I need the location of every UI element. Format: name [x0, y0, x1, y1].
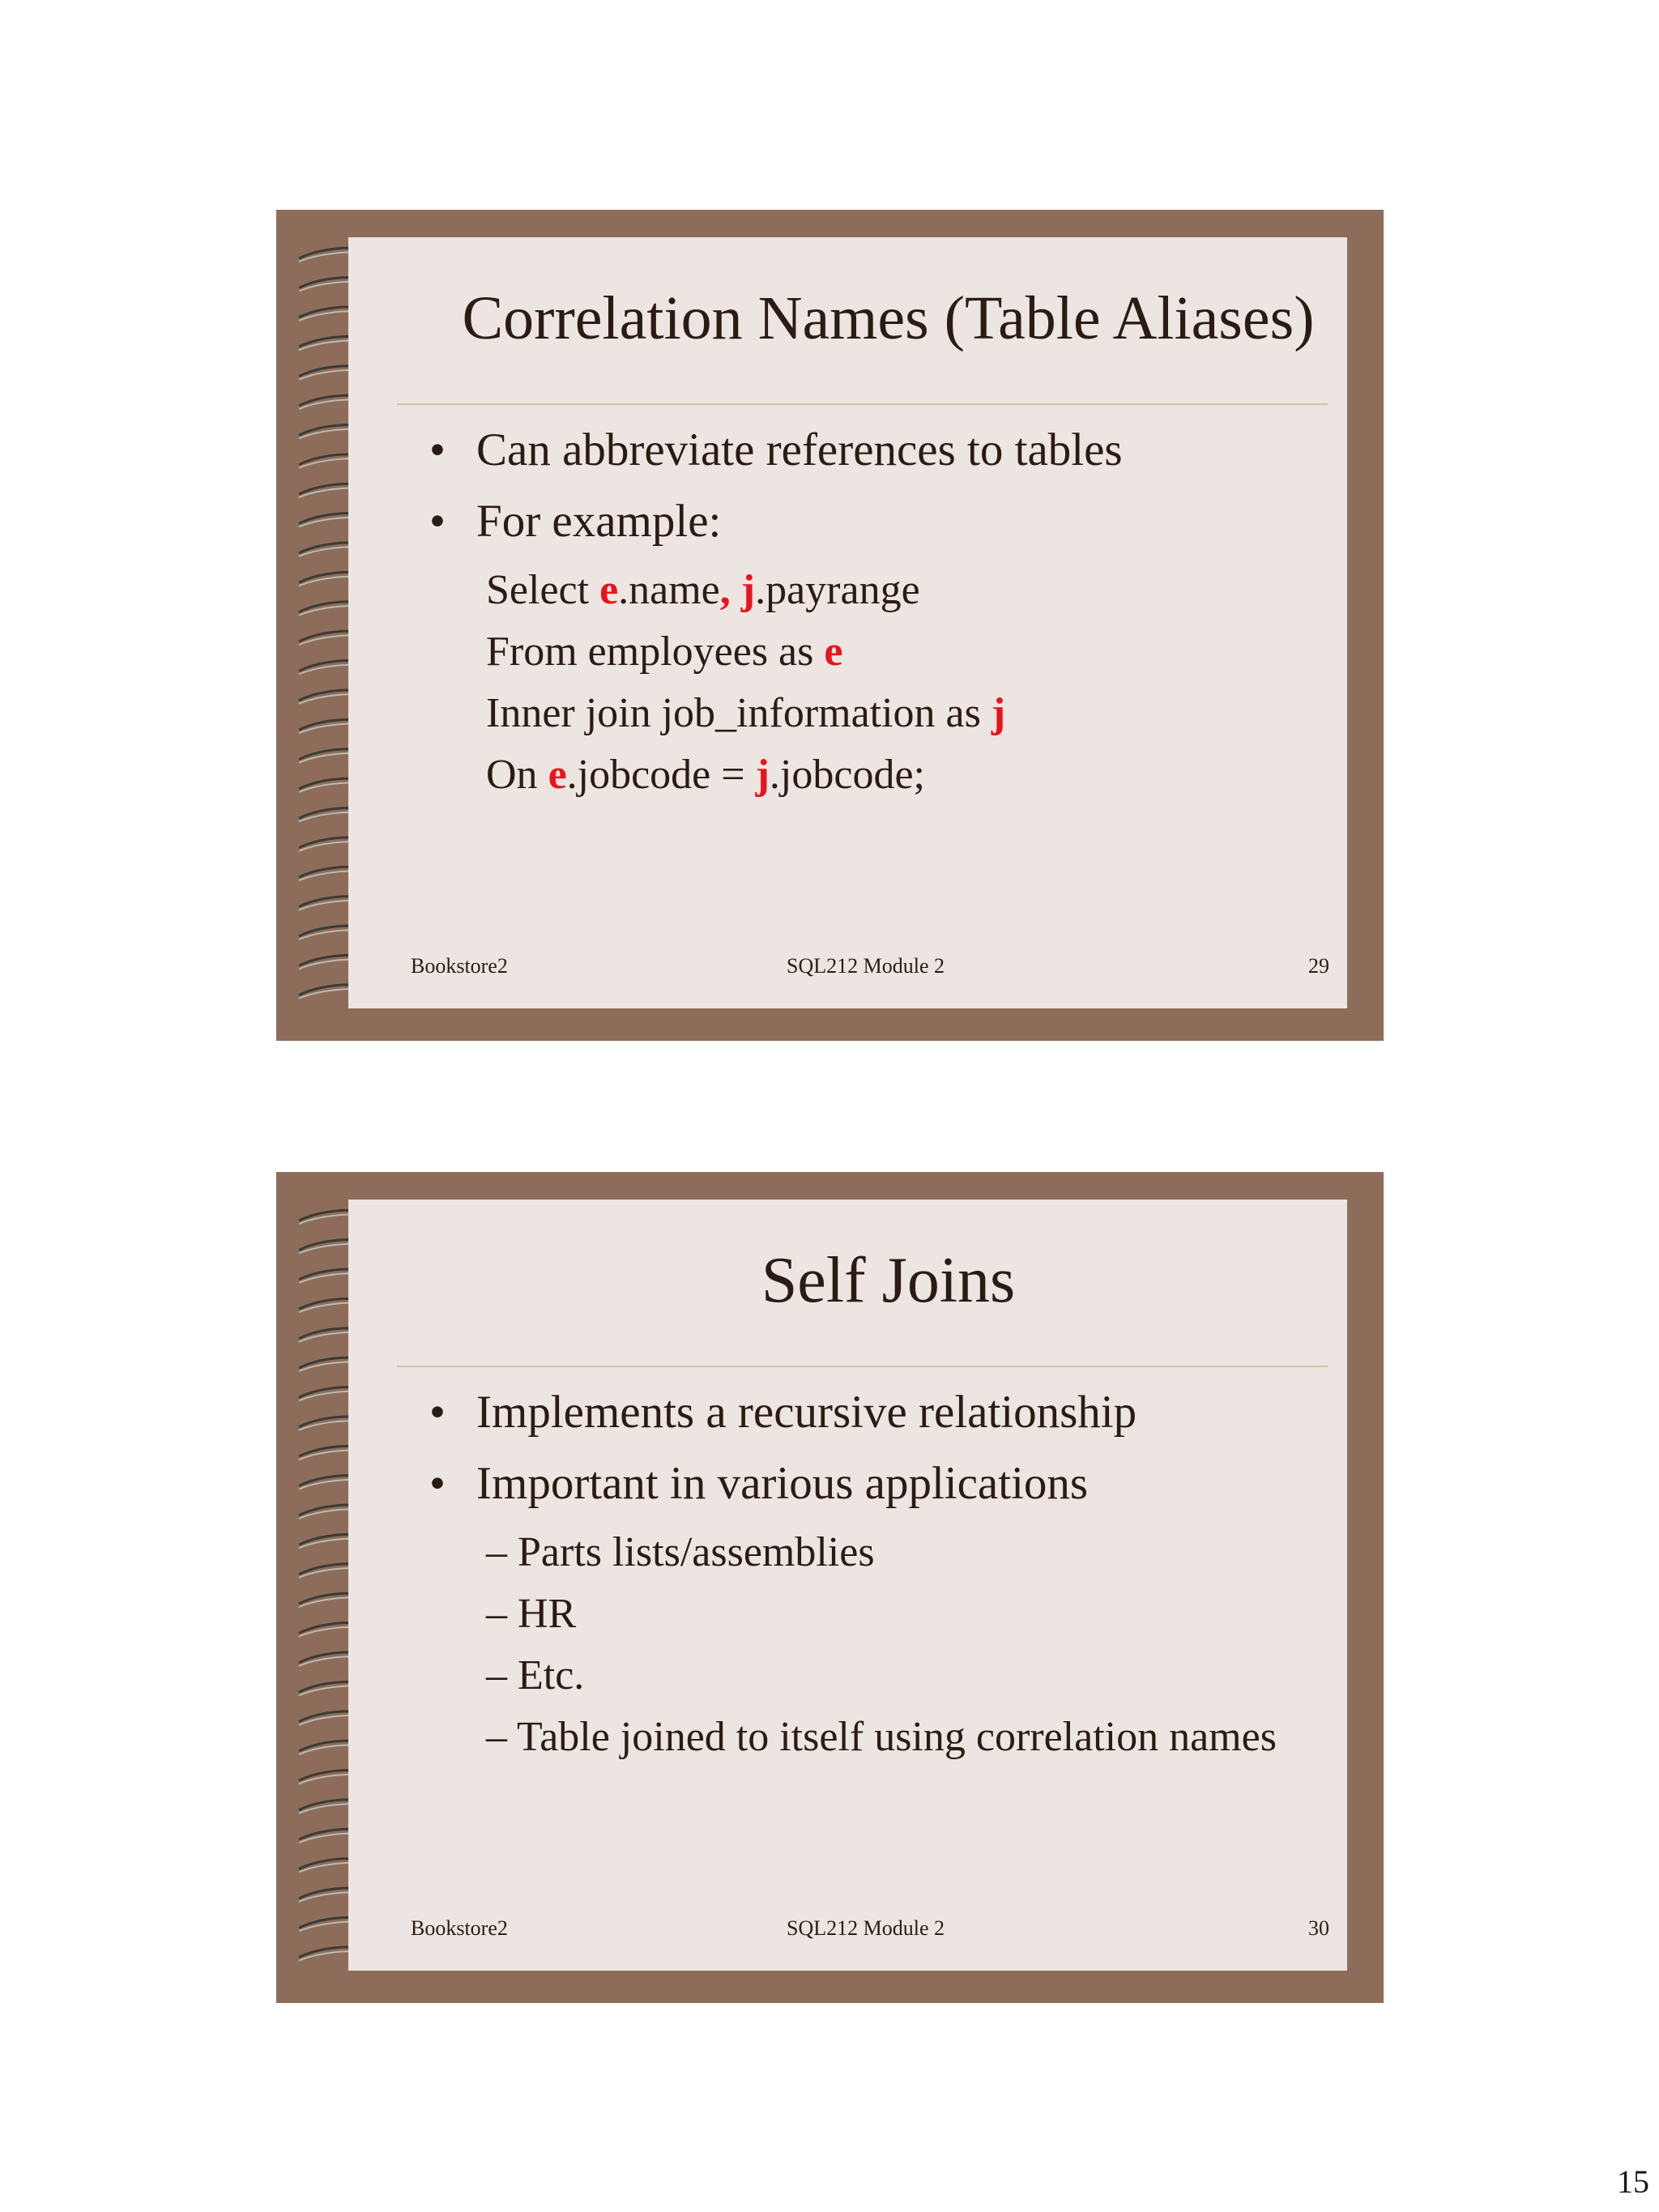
bullet-item [429, 1389, 1331, 1460]
bullet-icon: • [429, 1387, 446, 1438]
bullet-list [429, 1389, 1331, 1778]
alias-e: e [824, 629, 843, 675]
bullet-text: Implements a recursive relationship [476, 1387, 1137, 1438]
sub-item: – Etc. [486, 1652, 585, 1698]
code-line [429, 690, 1331, 754]
bullet-icon: • [429, 424, 446, 475]
code-line [429, 754, 1331, 816]
code-text: Inner join job_information as [486, 690, 992, 736]
bullet-item [429, 424, 1331, 498]
code-text: From employees as [486, 629, 825, 675]
bullet-icon: • [429, 496, 446, 547]
code-comma: , [719, 567, 731, 613]
bullet-text: For example: [476, 496, 722, 547]
footer-slide-number: 29 [1308, 954, 1329, 978]
slide-paper [348, 1200, 1347, 1971]
bullet-list [429, 424, 1331, 816]
footer-left: Bookstore2 [411, 954, 508, 978]
footer-left: Bookstore2 [411, 1916, 508, 1940]
code-line [429, 569, 1331, 631]
sub-item: – Parts lists/assemblies [486, 1529, 875, 1575]
alias-e: e [599, 567, 619, 613]
code-line [429, 631, 1331, 693]
bullet-item [429, 498, 1331, 569]
footer-center: SQL212 Module 2 [787, 1916, 945, 1940]
bullet-icon: • [429, 1458, 446, 1509]
title-divider [397, 403, 1328, 405]
slide-30 [276, 1172, 1384, 2003]
alias-j: j [740, 567, 756, 613]
bullet-text: Important in various applications [476, 1458, 1089, 1509]
title-divider [397, 1366, 1328, 1367]
bullet-item [429, 1460, 1331, 1532]
code-text: .name [618, 567, 720, 613]
code-text: Select [486, 567, 600, 613]
alias-j: j [991, 690, 1006, 736]
sub-item: – HR [486, 1591, 577, 1637]
code-text: .jobcode; [769, 752, 925, 798]
slide-title: Self Joins [761, 1245, 1016, 1316]
alias-j: j [755, 752, 770, 798]
slide-paper [348, 237, 1347, 1008]
slide-29 [276, 210, 1384, 1041]
code-text: .payrange [755, 567, 920, 613]
code-text: On [486, 752, 548, 798]
alias-e: e [548, 752, 567, 798]
footer-center: SQL212 Module 2 [787, 954, 945, 978]
footer-slide-number: 30 [1308, 1916, 1329, 1940]
bullet-text: Can abbreviate references to tables [476, 424, 1123, 475]
sub-item: – Table joined to itself using correlation names [486, 1714, 1277, 1760]
code-text: .jobcode = [566, 752, 756, 798]
code-space [731, 567, 741, 613]
slide-title: Correlation Names (Table Aliases) [462, 284, 1315, 352]
page-number: 15 [1617, 2163, 1649, 2200]
